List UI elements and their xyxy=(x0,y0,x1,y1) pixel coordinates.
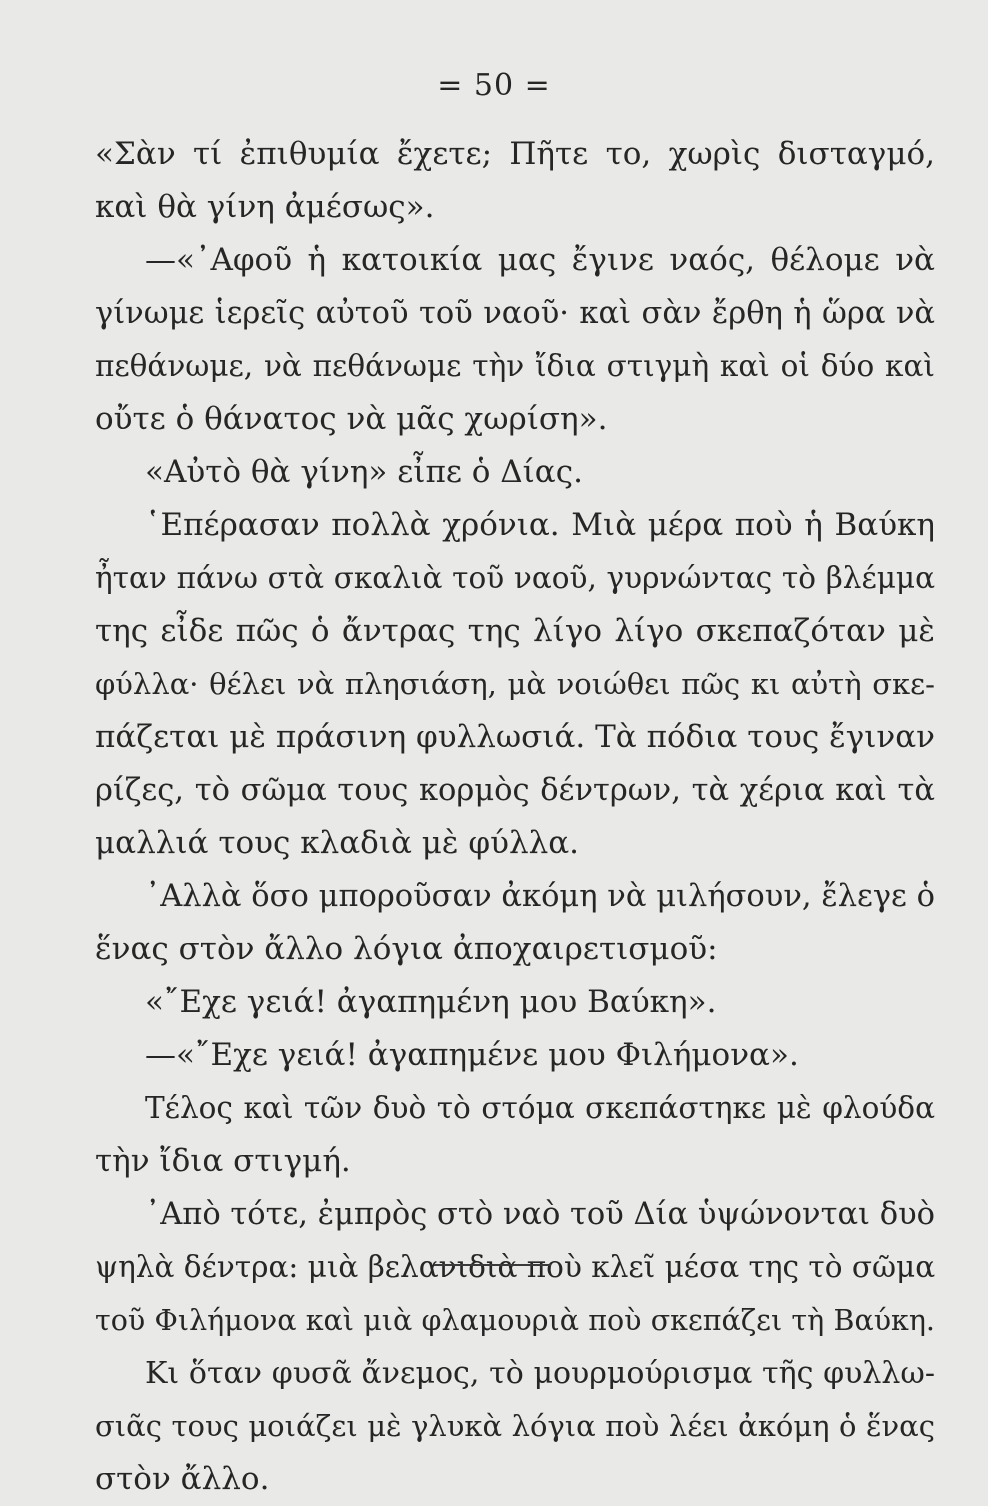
body-text xyxy=(95,128,935,1506)
text-line: πεθάνωμε, νὰ πεθάνωμε τὴν ἴδια στιγμὴ καὶ οἱ δύο καὶ xyxy=(95,349,935,383)
text-line: «Αὐτὸ θὰ γίνη» εἶπε ὁ Δίας. xyxy=(145,454,583,490)
text-line: φύλλα· θέλει νὰ πλησιάση, μὰ νοιώθει πῶς κι αὐτὴ σκε- xyxy=(95,667,935,701)
text-line: τὴν ἴδια στιγμή. xyxy=(95,1143,351,1179)
page-number: = 50 = xyxy=(437,68,551,103)
text-line: —«῎Εχε γειά! ἀγαπημένε μου Φιλήμονα». xyxy=(145,1037,799,1073)
text-line: πάζεται μὲ πράσινη φυλλωσιά. Τὰ πόδια τους ἔγιναν xyxy=(95,719,935,755)
text-line: «῎Εχε γειά! ἀγαπημένη μου Βαύκη». xyxy=(145,984,717,1020)
text-line: ρίζες, τὸ σῶμα τους κορμὸς δέντρων, τὰ χέρια καὶ τὰ xyxy=(95,773,935,808)
text-line: ᾿Απὸ τότε, ἐμπρὸς στὸ ναὸ τοῦ Δία ὑψώνονται δυὸ xyxy=(145,1197,935,1232)
text-line: ψηλὰ δέντρα: μιὰ βελανιδιὰ ποὺ κλεῖ μέσα της τὸ σῶμα xyxy=(95,1250,935,1284)
text-line: μαλλιά τους κλαδιὰ μὲ φύλλα. xyxy=(95,825,580,861)
text-line: Τέλος καὶ τῶν δυὸ τὸ στόμα σκεπάστηκε μὲ φλούδα xyxy=(145,1091,935,1125)
text-line: στὸν ἄλλο. xyxy=(95,1461,270,1497)
text-line: ἦταν πάνω στὰ σκαλιὰ τοῦ ναοῦ, γυρνώντας τὸ βλέμμα xyxy=(95,561,935,595)
text-line: —«᾿Αφοῦ ἡ κατοικία μας ἔγινε ναός, θέλομε νὰ xyxy=(145,242,935,278)
text-line: γίνωμε ἱερεῖς αὐτοῦ τοῦ ναοῦ· καὶ σὰν ἔρθη ἡ ὥρα νὰ xyxy=(95,296,935,331)
end-divider-rule xyxy=(434,1264,551,1266)
text-line: Κι ὅταν φυσᾶ ἄνεμος, τὸ μουρμούρισμα τῆς φυλλω- xyxy=(145,1356,935,1391)
text-line: οὔτε ὁ θάνατος νὰ μᾶς χωρίση». xyxy=(95,401,608,437)
text-line: της εἶδε πῶς ὁ ἄντρας της λίγο λίγο σκεπαζόταν μὲ xyxy=(95,613,935,649)
text-line: καὶ θὰ γίνη ἀμέσως». xyxy=(95,189,435,225)
text-line: ᾿Αλλὰ ὅσο μποροῦσαν ἀκόμη νὰ μιλήσουν, ἔλεγε ὁ xyxy=(145,879,935,914)
text-line: τοῦ Φιλήμονα καὶ μιὰ φλαμουριὰ ποὺ σκεπάζει τὴ Βαύκη. xyxy=(95,1304,935,1337)
text-line: ῾Επέρασαν πολλὰ χρόνια. Μιὰ μέρα ποὺ ἡ Βαύκη xyxy=(145,507,935,543)
text-line: ἕνας στὸν ἄλλο λόγια ἀποχαιρετισμοῦ: xyxy=(95,931,718,967)
text-line: σιᾶς τους μοιάζει μὲ γλυκὰ λόγια ποὺ λέει ἀκόμη ὁ ἕνας xyxy=(95,1409,935,1443)
text-line: «Σὰν τί ἐπιθυμία ἔχετε; Πῆτε το, χωρὶς δισταγμό, xyxy=(95,136,935,172)
